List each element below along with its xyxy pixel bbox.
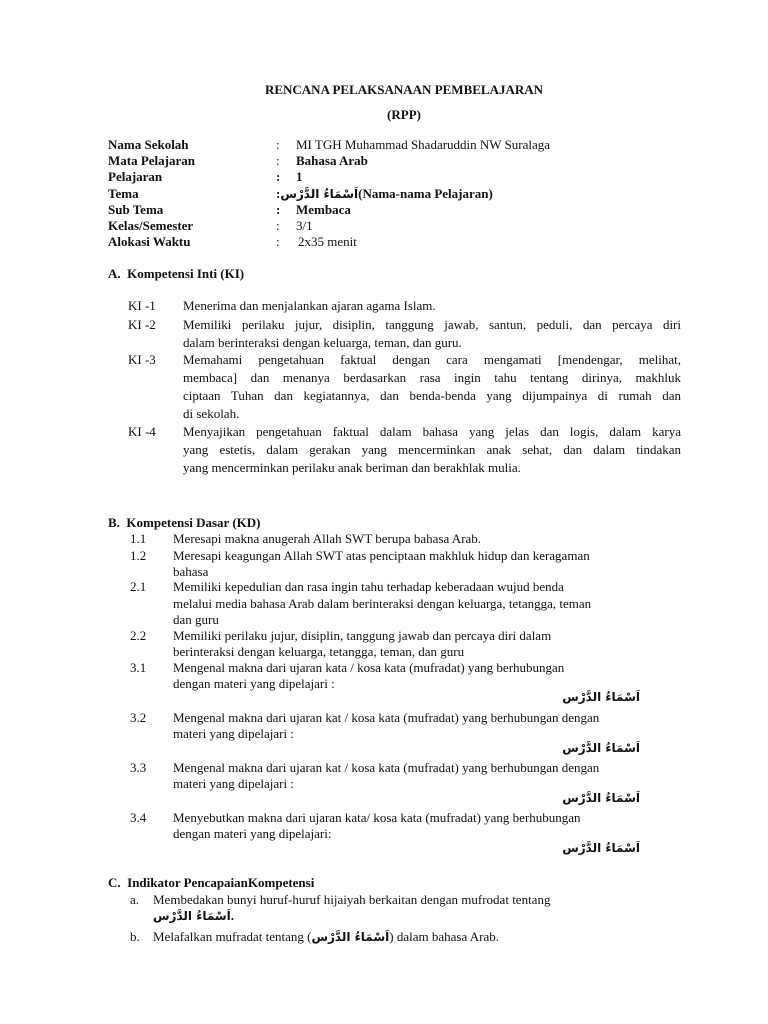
kd-text: Mengenal makna dari ujaran kata / kosa kata (mufradat) yang berhubungan	[173, 660, 565, 675]
identity-colon: :	[276, 202, 281, 217]
identity-colon: :	[276, 153, 280, 168]
document-subtitle: (RPP)	[387, 107, 421, 122]
kd-text: dengan materi yang dipelajari :	[173, 676, 335, 691]
ki-code: KI -4	[128, 424, 156, 439]
identity-label: Kelas/Semester	[108, 218, 194, 233]
kd-text: Meresapi keagungan Allah SWT atas penciptaan makhluk hidup dan keragaman	[173, 548, 590, 563]
kd-code: 3.3	[130, 760, 147, 775]
ki-text: Menyajikan pengetahuan faktual dalam bahasa yang jelas dan logis, dalam karya	[183, 424, 681, 439]
identity-colon: :	[276, 234, 280, 249]
kd-code: 3.4	[130, 810, 147, 825]
ki-text: dalam berinteraksi dengan keluarga, teman, dan guru.	[183, 335, 462, 350]
kd-text: Mengenal makna dari ujaran kat / kosa kata (mufradat) yang berhubungan dengan	[173, 760, 600, 775]
kd-arabic: اَسْمَاءُ الدَّرْس	[562, 841, 640, 855]
kd-arabic: اَسْمَاءُ الدَّرْس	[562, 791, 640, 805]
kd-code: 3.1	[130, 660, 147, 675]
identity-value: 3/1	[296, 218, 313, 233]
identity-colon: :	[276, 218, 280, 233]
identity-value-row	[276, 186, 493, 202]
kd-arabic: اَسْمَاءُ الدَّرْس	[562, 741, 640, 755]
kd-text: Meresapi makna anugerah Allah SWT berupa bahasa Arab.	[173, 531, 482, 546]
ki-text: di sekolah.	[183, 406, 240, 421]
kd-code: 2.2	[130, 628, 147, 643]
kd-text: materi yang dipelajari :	[173, 776, 294, 791]
section-c-heading: C. Indikator PencapaianKompetensi	[108, 875, 315, 890]
indicator-letter: a.	[130, 892, 140, 907]
kd-text: Mengenal makna dari ujaran kat / kosa kata (mufradat) yang berhubungan dengan	[173, 710, 600, 725]
identity-value: Bahasa Arab	[296, 153, 368, 168]
indicator-text-row	[153, 929, 499, 945]
indicator-arabic: اَسْمَاءُ الدَّرْس	[153, 909, 231, 923]
kd-text: dan guru	[173, 612, 219, 627]
kd-code: 1.1	[130, 531, 147, 546]
kd-text: Memiliki perilaku jujur, disiplin, tanggung jawab dan percaya diri dalam	[173, 628, 552, 643]
identity-colon: :	[276, 137, 280, 152]
identity-value: (Nama-nama Pelajaran)	[358, 186, 493, 201]
identity-value: Membaca	[296, 202, 351, 217]
indicator-text: Melafalkan mufradat tentang (	[153, 929, 312, 944]
identity-label: Pelajaran	[108, 169, 163, 184]
indicator-arabic-row	[153, 908, 234, 924]
ki-code: KI -3	[128, 352, 156, 367]
identity-label: Mata Pelajaran	[108, 153, 196, 168]
identity-value: MI TGH Muhammad Shadaruddin NW Suralaga	[296, 137, 551, 152]
ki-text: yang mencerminkan perilaku anak beriman dan berakhlak mulia.	[183, 460, 521, 475]
kd-text: Memiliki kepedulian dan rasa ingin tahu terhadap keberadaan wujud benda	[173, 579, 564, 594]
ki-text: Memiliki perilaku jujur, disiplin, tanggung jawab, santun, peduli, dan percaya diri	[183, 317, 681, 332]
indicator-text: Membedakan bunyi huruf-huruf hijaiyah berkaitan dengan mufrodat tentang	[153, 892, 551, 907]
ki-code: KI -2	[128, 317, 156, 332]
kd-text: melalui media bahasa Arab dalam berinteraksi dengan keluarga, tetangga, teman	[173, 596, 592, 611]
section-b-heading: B. Kompetensi Dasar (KD)	[108, 515, 261, 530]
indicator-letter: b.	[130, 929, 140, 944]
kd-code: 2.1	[130, 579, 147, 594]
identity-label: Tema	[108, 186, 139, 201]
section-a-heading: A. Kompetensi Inti (KI)	[108, 266, 245, 281]
kd-code: 1.2	[130, 548, 147, 563]
identity-colon: :	[276, 186, 281, 201]
identity-value: 1	[296, 169, 303, 184]
theme-arabic: اَسْمَاءُ الدَّرْس	[280, 187, 359, 201]
kd-text: dengan materi yang dipelajari:	[173, 826, 332, 841]
document-title: RENCANA PELAKSANAAN PEMBELAJARAN	[264, 82, 544, 97]
ki-text: Memahami pengetahuan faktual dengan cara mengamati [mendengar, melihat,	[183, 352, 681, 367]
ki-text: yang estetis, dalam gerakan yang mencerminkan anak sehat, dan dalam tindakan	[183, 442, 681, 457]
identity-label: Sub Tema	[108, 202, 164, 217]
indicator-suffix: .	[230, 908, 235, 923]
identity-colon: :	[276, 169, 281, 184]
identity-label: Nama Sekolah	[108, 137, 189, 152]
ki-text: ciptaan Tuhan dan kegiatannya, dan benda-benda yang dijumpainya di rumah dan	[183, 388, 681, 403]
kd-text: materi yang dipelajari :	[173, 726, 294, 741]
ki-text: membaca] dan menanya berdasarkan rasa ingin tahu tentang dirinya, makhluk	[183, 370, 681, 385]
kd-text: berinteraksi dengan keluarga, tetangga, teman, dan guru	[173, 644, 465, 659]
kd-code: 3.2	[130, 710, 147, 725]
identity-label: Alokasi Waktu	[108, 234, 191, 249]
kd-text: bahasa	[173, 564, 209, 579]
indicator-arabic: اَسْمَاءُ الدَّرْس	[311, 930, 390, 944]
ki-text: Menerima dan menjalankan ajaran agama Islam.	[183, 298, 436, 313]
indicator-text: ) dalam bahasa Arab.	[389, 929, 499, 944]
kd-arabic: اَسْمَاءُ الدَّرْس	[562, 690, 640, 704]
ki-code: KI -1	[128, 298, 156, 313]
kd-text: Menyebutkan makna dari ujaran kata/ kosa kata (mufradat) yang berhubungan	[173, 810, 581, 825]
identity-value: 2x35 menit	[298, 234, 357, 249]
